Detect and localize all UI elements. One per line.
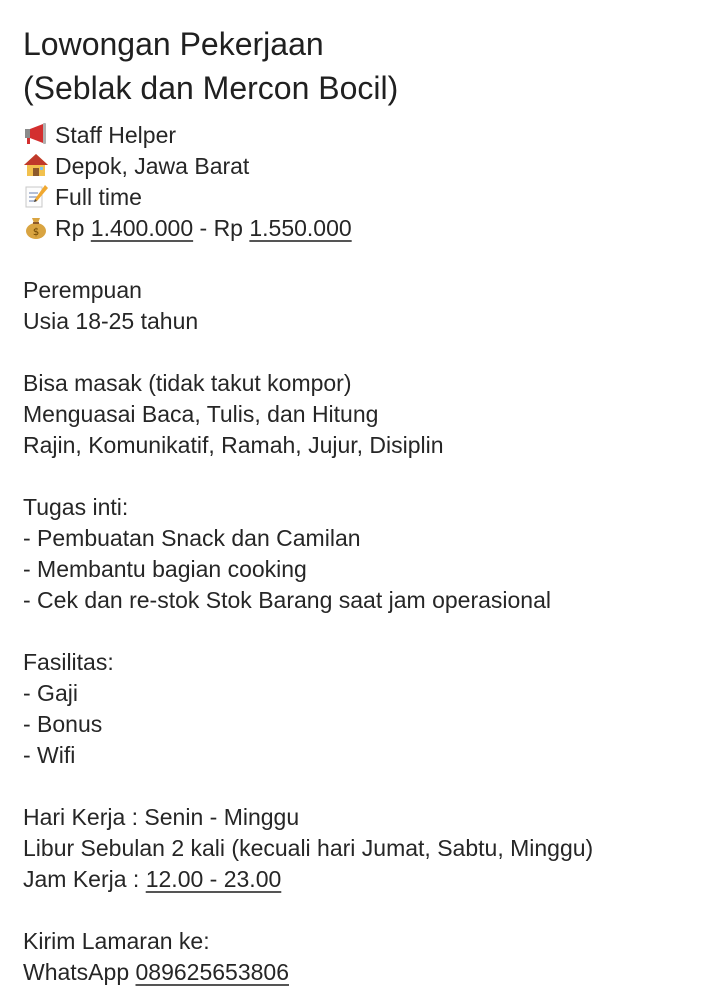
salary-prefix: Rp	[55, 215, 91, 241]
work-hours-link[interactable]: 12.00 - 23.00	[145, 866, 282, 892]
type-text: Full time	[55, 184, 142, 210]
page-title	[23, 22, 695, 110]
age-requirement: Usia 18-25 tahun	[23, 308, 199, 334]
salary-line	[23, 213, 695, 244]
location-text: Depok, Jawa Barat	[55, 153, 250, 179]
money-bag-icon	[23, 214, 49, 240]
duty-item: - Cek dan re-stok Stok Barang saat jam operasional	[23, 587, 551, 613]
gender-requirement: Perempuan	[23, 277, 142, 303]
spacer	[23, 895, 695, 926]
skill-item: Bisa masak (tidak takut kompor)	[23, 370, 352, 396]
contact-heading: Kirim Lamaran ke:	[23, 928, 210, 954]
salary-max-link[interactable]: 1.550.000	[249, 215, 352, 241]
spacer	[23, 244, 695, 275]
salary-separator: - Rp	[193, 215, 250, 241]
posting-body	[23, 120, 695, 988]
work-days: Hari Kerja : Senin - Minggu	[23, 804, 300, 830]
whatsapp-line	[23, 957, 695, 988]
spacer	[23, 616, 695, 647]
position-line	[23, 120, 695, 151]
whatsapp-number-link[interactable]: 089625653806	[135, 959, 289, 985]
facility-item: - Gaji	[23, 680, 78, 706]
house-icon	[23, 152, 49, 178]
position-text: Staff Helper	[55, 122, 177, 148]
type-line	[23, 182, 695, 213]
megaphone-icon	[23, 121, 49, 147]
salary-min-link[interactable]: 1.400.000	[90, 215, 194, 241]
days-off: Libur Sebulan 2 kali (kecuali hari Jumat, Sabtu, Minggu)	[23, 835, 594, 861]
facility-item: - Bonus	[23, 711, 103, 737]
spacer	[23, 771, 695, 802]
spacer	[23, 337, 695, 368]
spacer	[23, 461, 695, 492]
job-posting	[23, 22, 695, 988]
skill-item: Rajin, Komunikatif, Ramah, Jujur, Disiplin	[23, 432, 444, 458]
skill-item: Menguasai Baca, Tulis, dan Hitung	[23, 401, 379, 427]
location-line	[23, 151, 695, 182]
work-hours-line	[23, 864, 695, 895]
whatsapp-label: WhatsApp	[23, 959, 136, 985]
duties-heading: Tugas inti:	[23, 494, 129, 520]
memo-icon	[23, 183, 49, 209]
duty-item: - Pembuatan Snack dan Camilan	[23, 525, 361, 551]
work-hours-label: Jam Kerja :	[23, 866, 146, 892]
title-line-2: (Seblak dan Mercon Bocil)	[23, 70, 399, 106]
facilities-heading: Fasilitas:	[23, 649, 114, 675]
title-line-1: Lowongan Pekerjaan	[23, 26, 324, 62]
duty-item: - Membantu bagian cooking	[23, 556, 307, 582]
svg-text:$: $	[32, 227, 40, 238]
facility-item: - Wifi	[23, 742, 76, 768]
